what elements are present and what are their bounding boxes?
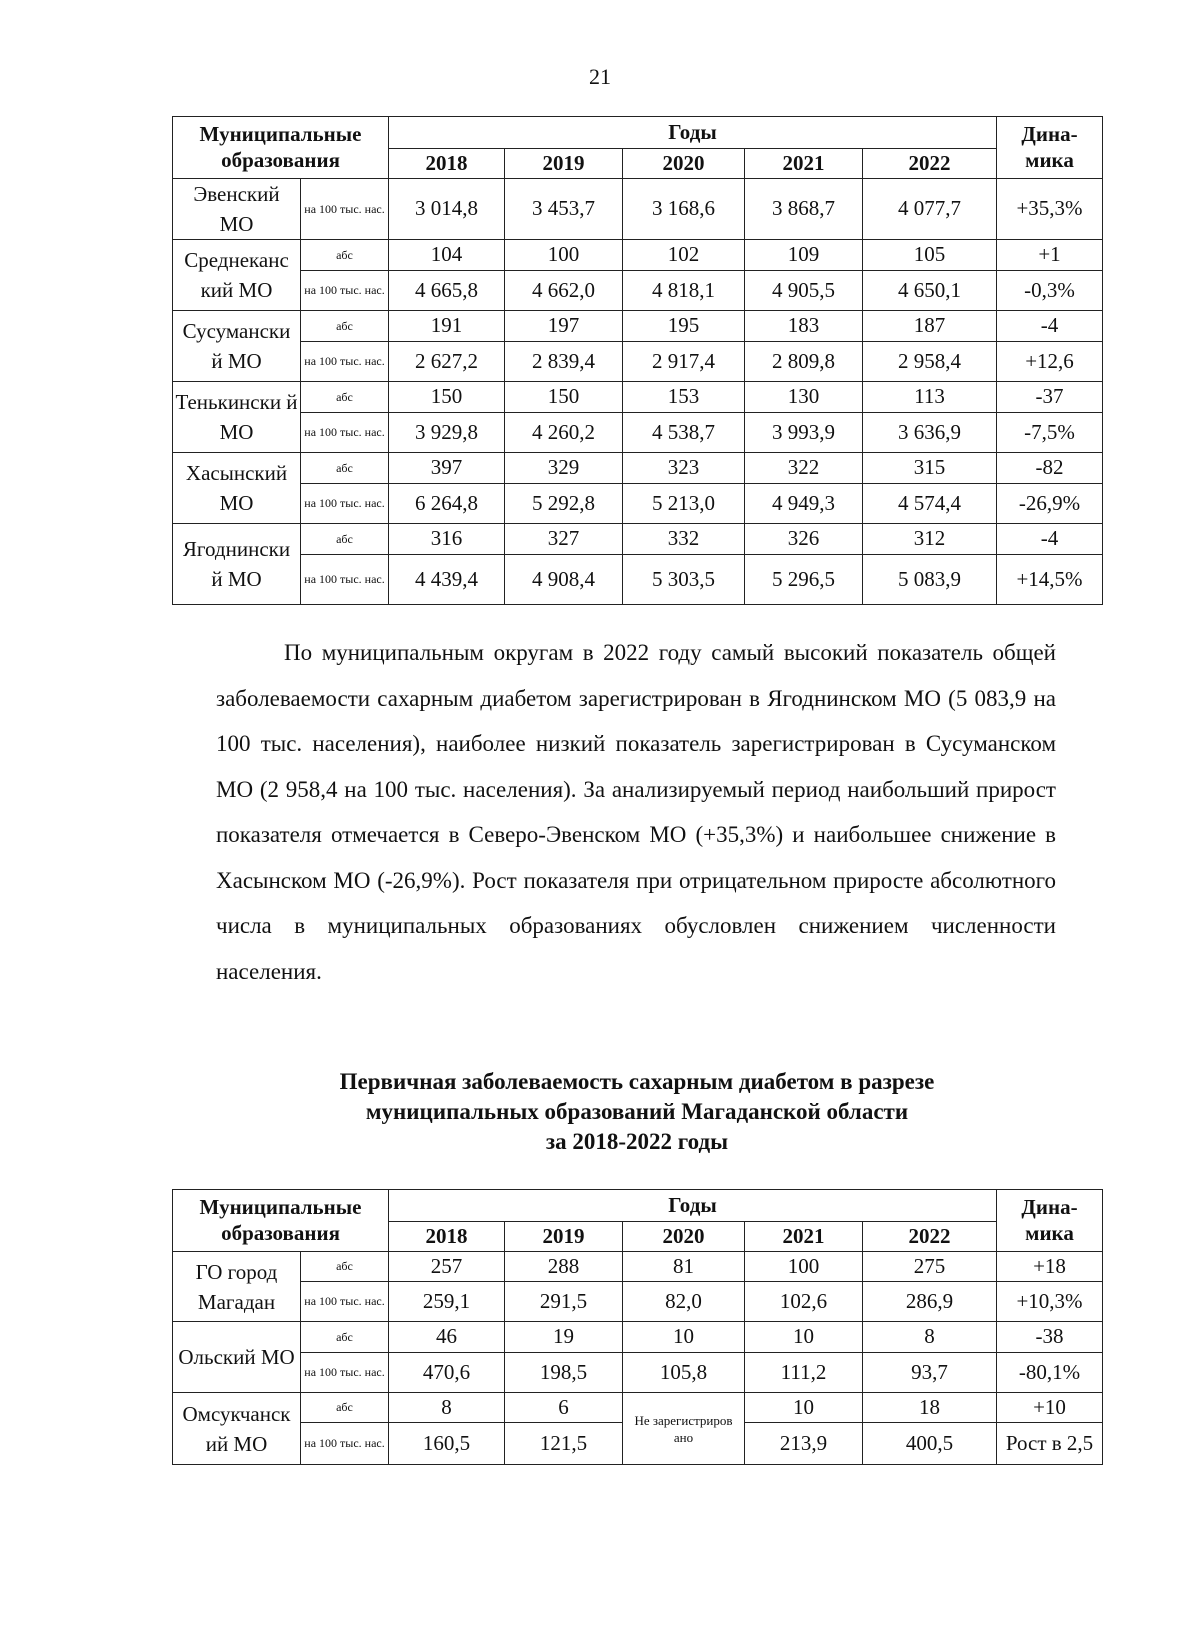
value-cell: 259,1 (389, 1282, 505, 1322)
value-cell: 105 (863, 240, 997, 271)
value-cell: 288 (505, 1252, 623, 1282)
value-cell: 100 (745, 1252, 863, 1282)
dynamics-cell: -26,9% (997, 484, 1103, 524)
value-cell: 4 818,1 (623, 271, 745, 311)
value-cell: 2 917,4 (623, 342, 745, 382)
value-cell: 322 (745, 453, 863, 484)
table-row (173, 1252, 1103, 1282)
value-cell: 3 453,7 (505, 179, 623, 240)
dynamics-cell: +10,3% (997, 1282, 1103, 1322)
value-cell: 93,7 (863, 1353, 997, 1393)
mo-name: Омсукчанск ий МО (173, 1393, 301, 1465)
value-cell: 4 949,3 (745, 484, 863, 524)
section-title-line: Первичная заболеваемость сахарным диабетом в разрезе (339, 1069, 935, 1094)
unit-label: абс (301, 382, 389, 413)
value-cell: 4 538,7 (623, 413, 745, 453)
value-cell: 329 (505, 453, 623, 484)
table-row (173, 1393, 1103, 1423)
general-incidence-table (172, 116, 1103, 605)
table-row (173, 179, 1103, 240)
value-cell: 104 (389, 240, 505, 271)
value-cell: 323 (623, 453, 745, 484)
value-cell: 105,8 (623, 1353, 745, 1393)
value-cell: 470,6 (389, 1353, 505, 1393)
unit-label: абс (301, 1393, 389, 1423)
table-row (173, 524, 1103, 555)
value-cell: 10 (745, 1393, 863, 1423)
value-cell: 275 (863, 1252, 997, 1282)
table-row (173, 311, 1103, 342)
mo-name: Ольский МО (173, 1322, 301, 1393)
dynamics-cell: -4 (997, 311, 1103, 342)
value-cell: 121,5 (505, 1423, 623, 1465)
value-cell: 291,5 (505, 1282, 623, 1322)
value-cell: 3 168,6 (623, 179, 745, 240)
value-cell: 150 (505, 382, 623, 413)
value-cell: 4 260,2 (505, 413, 623, 453)
mo-name: Хасынский МО (173, 453, 301, 524)
mo-name: Эвенский МО (173, 179, 301, 240)
section-title-line: за 2018-2022 годы (545, 1129, 729, 1154)
value-cell: 4 665,8 (389, 271, 505, 311)
analysis-paragraph: По муниципальным округам в 2022 году самый высокий показатель общей заболеваемости сахарным диабетом зарегистрирован в Ягоднинском МО (5 083,9 на 100 тыс. населения), наиболее низкий показатель зарегистрирован в Сусуманском МО (2 958,4 на 100 тыс. населения). За анализируемый период наибольший прирост показателя отмечается в Северо-Эвенском МО (+35,3%) и наибольшее снижение в Хасынском МО (-26,9%). Рост показателя при отрицательном приросте абсолютного числа в муниципальных образованиях обусловлен снижением численности населения. (216, 640, 1056, 984)
unit-label: абс (301, 524, 389, 555)
header-years: Годы (389, 117, 997, 149)
unit-label: на 100 тыс. нас. (301, 1282, 389, 1322)
mo-name: Тенькински й МО (173, 382, 301, 453)
value-cell: 5 213,0 (623, 484, 745, 524)
page-number: 21 (589, 64, 611, 89)
dynamics-cell: +10 (997, 1393, 1103, 1423)
dynamics-cell: -82 (997, 453, 1103, 484)
table-row (173, 271, 1103, 311)
table-row (173, 555, 1103, 605)
value-cell: 197 (505, 311, 623, 342)
unit-label: на 100 тыс. нас. (301, 1423, 389, 1465)
value-cell: 150 (389, 382, 505, 413)
value-cell: 4 908,4 (505, 555, 623, 605)
mo-name: Ягоднински й МО (173, 524, 301, 605)
table-row (173, 382, 1103, 413)
dynamics-cell: +14,5% (997, 555, 1103, 605)
unit-label: на 100 тыс. нас. (301, 413, 389, 453)
dynamics-cell: -4 (997, 524, 1103, 555)
table-row (173, 413, 1103, 453)
year-2021: 2021 (745, 149, 863, 179)
value-cell: 400,5 (863, 1423, 997, 1465)
unit-label: абс (301, 240, 389, 271)
value-cell: 187 (863, 311, 997, 342)
value-cell: 198,5 (505, 1353, 623, 1393)
mo-name: Среднеканс кий МО (173, 240, 301, 311)
section-title-line: муниципальных образований Магаданской области (365, 1099, 909, 1124)
year-2019: 2019 (505, 1222, 623, 1252)
dynamics-cell: -7,5% (997, 413, 1103, 453)
unit-label: абс (301, 1252, 389, 1282)
dynamics-cell: +18 (997, 1252, 1103, 1282)
value-cell: 82,0 (623, 1282, 745, 1322)
unit-label: на 100 тыс. нас. (301, 1353, 389, 1393)
table-row (173, 484, 1103, 524)
unit-label: на 100 тыс. нас. (301, 342, 389, 382)
dynamics-cell: +35,3% (997, 179, 1103, 240)
value-cell: 3 636,9 (863, 413, 997, 453)
unit-label: на 100 тыс. нас. (301, 179, 389, 240)
value-cell: 5 303,5 (623, 555, 745, 605)
header-dynamics: Дина-мика (997, 1190, 1103, 1252)
value-cell: 397 (389, 453, 505, 484)
dynamics-cell: +1 (997, 240, 1103, 271)
value-cell: 312 (863, 524, 997, 555)
dynamics-cell: -0,3% (997, 271, 1103, 311)
value-cell: 160,5 (389, 1423, 505, 1465)
primary-incidence-table (172, 1189, 1103, 1465)
year-2018: 2018 (389, 149, 505, 179)
value-cell: 286,9 (863, 1282, 997, 1322)
value-cell: 18 (863, 1393, 997, 1423)
table-row (173, 342, 1103, 382)
unit-label: абс (301, 1322, 389, 1353)
unit-label: на 100 тыс. нас. (301, 484, 389, 524)
value-cell: 183 (745, 311, 863, 342)
value-cell: 4 574,4 (863, 484, 997, 524)
year-2021: 2021 (745, 1222, 863, 1252)
dynamics-cell: Рост в 2,5 (997, 1423, 1103, 1465)
unit-label: абс (301, 311, 389, 342)
value-cell: 326 (745, 524, 863, 555)
value-cell: 315 (863, 453, 997, 484)
value-cell: 5 296,5 (745, 555, 863, 605)
value-cell: 332 (623, 524, 745, 555)
value-cell: 4 662,0 (505, 271, 623, 311)
header-municipalities: Муниципальные образования (173, 117, 389, 179)
dynamics-cell: -37 (997, 382, 1103, 413)
value-cell: 111,2 (745, 1353, 863, 1393)
value-cell: 3 868,7 (745, 179, 863, 240)
mo-name: ГО город Магадан (173, 1252, 301, 1322)
dynamics-cell: +12,6 (997, 342, 1103, 382)
value-cell: 102 (623, 240, 745, 271)
value-cell: 6 (505, 1393, 623, 1423)
value-cell: 4 650,1 (863, 271, 997, 311)
value-cell: 3 929,8 (389, 413, 505, 453)
year-2018: 2018 (389, 1222, 505, 1252)
dynamics-cell: -80,1% (997, 1353, 1103, 1393)
value-cell: 2 839,4 (505, 342, 623, 382)
year-2019: 2019 (505, 149, 623, 179)
value-cell: 102,6 (745, 1282, 863, 1322)
value-cell: 8 (863, 1322, 997, 1353)
value-cell: 19 (505, 1322, 623, 1353)
value-cell: 5 292,8 (505, 484, 623, 524)
value-cell: 3 014,8 (389, 179, 505, 240)
unit-label: на 100 тыс. нас. (301, 555, 389, 605)
section-title (172, 1067, 1102, 1157)
value-cell: 4 905,5 (745, 271, 863, 311)
table-row (173, 1282, 1103, 1322)
value-cell: 153 (623, 382, 745, 413)
value-cell: 257 (389, 1252, 505, 1282)
dynamics-cell: -38 (997, 1322, 1103, 1353)
value-cell: 4 077,7 (863, 179, 997, 240)
header-years: Годы (389, 1190, 997, 1222)
value-cell: 130 (745, 382, 863, 413)
value-cell: 8 (389, 1393, 505, 1423)
value-cell: 5 083,9 (863, 555, 997, 605)
value-cell: 316 (389, 524, 505, 555)
value-cell: 100 (505, 240, 623, 271)
unit-label: на 100 тыс. нас. (301, 271, 389, 311)
year-2020: 2020 (623, 1222, 745, 1252)
value-cell: 46 (389, 1322, 505, 1353)
value-cell: 10 (745, 1322, 863, 1353)
value-cell: 4 439,4 (389, 555, 505, 605)
value-cell: 2 809,8 (745, 342, 863, 382)
table-row (173, 240, 1103, 271)
not-registered-cell: Не зарегистриров ано (623, 1393, 745, 1465)
value-cell: 3 993,9 (745, 413, 863, 453)
table-row (173, 1353, 1103, 1393)
value-cell: 6 264,8 (389, 484, 505, 524)
value-cell: 2 627,2 (389, 342, 505, 382)
value-cell: 81 (623, 1252, 745, 1282)
value-cell: 113 (863, 382, 997, 413)
table-row (173, 1322, 1103, 1353)
header-dynamics: Дина-мика (997, 117, 1103, 179)
year-2022: 2022 (863, 149, 997, 179)
value-cell: 327 (505, 524, 623, 555)
value-cell: 213,9 (745, 1423, 863, 1465)
year-2022: 2022 (863, 1222, 997, 1252)
value-cell: 2 958,4 (863, 342, 997, 382)
value-cell: 10 (623, 1322, 745, 1353)
table-row (173, 453, 1103, 484)
header-municipalities: Муниципальные образования (173, 1190, 389, 1252)
unit-label: абс (301, 453, 389, 484)
year-2020: 2020 (623, 149, 745, 179)
value-cell: 195 (623, 311, 745, 342)
value-cell: 191 (389, 311, 505, 342)
value-cell: 109 (745, 240, 863, 271)
mo-name: Сусумански й МО (173, 311, 301, 382)
